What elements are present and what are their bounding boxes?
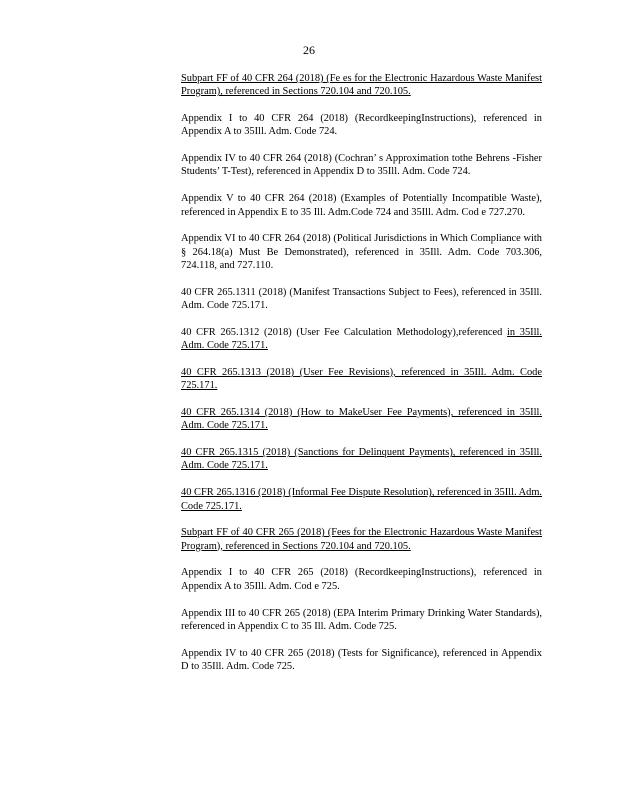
reference-entry: 40 CFR 265.1316 (2018) (Informal Fee Dispute Resolution), referenced in 35Ill. Adm. Code 725.171.	[181, 487, 542, 512]
reference-entry-underlined: in 35Ill. Adm. Code 725.171.	[181, 326, 543, 352]
reference-entry: Appendix VI to 40 CFR 264 (2018) (Political Jurisdictions in Which Compliance with § 264.18(a) Must Be Demonstrated), referenced in 35Ill. Adm. Code 703.306, 724.118, and 727.110.	[181, 233, 542, 271]
reference-entry: Appendix IV to 40 CFR 264 (2018) (Cochran’ s Approximation tothe Behrens -Fisher Students’ T-Test), referenced in Appendix D to 35Ill. Adm. Code 724.	[181, 153, 542, 178]
reference-entry: Subpart FF of 40 CFR 264 (2018) (Fe es for the Electronic Hazardous Waste Manifest Program), referenced in Sections 720.104 and 720.105.	[181, 73, 542, 98]
reference-entry: 40 CFR 265.1314 (2018) (How to MakeUser Fee Payments), referenced in 35Ill. Adm. Code 725.171.	[181, 407, 542, 432]
reference-entry: Appendix I to 40 CFR 265 (2018) (RecordkeepingInstructions), referenced in Appendix A to 35Ill. Adm. Cod e 725.	[181, 567, 542, 592]
reference-entry-plain: 40 CFR 265.1312 (2018) (User Fee Calculation Methodology),referenced	[181, 326, 508, 338]
reference-entry: 40 CFR 265.1313 (2018) (User Fee Revisions), referenced in 35Ill. Adm. Code 725.171.	[181, 366, 542, 392]
page-number: 26	[303, 43, 315, 57]
reference-entry: Appendix I to 40 CFR 264 (2018) (RecordkeepingInstructions), referenced in Appendix A to 35Ill. Adm. Code 724.	[181, 113, 542, 138]
reference-entry: Appendix V to 40 CFR 264 (2018) (Examples of Potentially Incompatible Waste), referenced in Appendix E to 35 Ill. Adm.Code 724 and 35Ill. Adm. Cod e 727.270.	[181, 193, 542, 218]
reference-entry: Appendix III to 40 CFR 265 (2018) (EPA Interim Primary Drinking Water Standards), referenced in Appendix C to 35 Ill. Adm. Code 725.	[181, 607, 542, 632]
reference-entry: Appendix IV to 40 CFR 265 (2018) (Tests for Significance), referenced in Appendix D to 35Ill. Adm. Code 725.	[181, 647, 542, 672]
reference-entry: Subpart FF of 40 CFR 265 (2018) (Fees for the Electronic Hazardous Waste Manifest Program), referenced in Sections 720.104 and 720.105.	[181, 527, 542, 552]
reference-entry: 40 CFR 265.1311 (2018) (Manifest Transactions Subject to Fees), referenced in 35Ill. Adm. Code 725.171.	[181, 286, 542, 312]
reference-entry	[181, 326, 542, 353]
reference-list	[181, 72, 542, 687]
reference-entry: 40 CFR 265.1315 (2018) (Sanctions for Delinquent Payments), referenced in 35Ill. Adm. Code 725.171.	[181, 447, 542, 472]
